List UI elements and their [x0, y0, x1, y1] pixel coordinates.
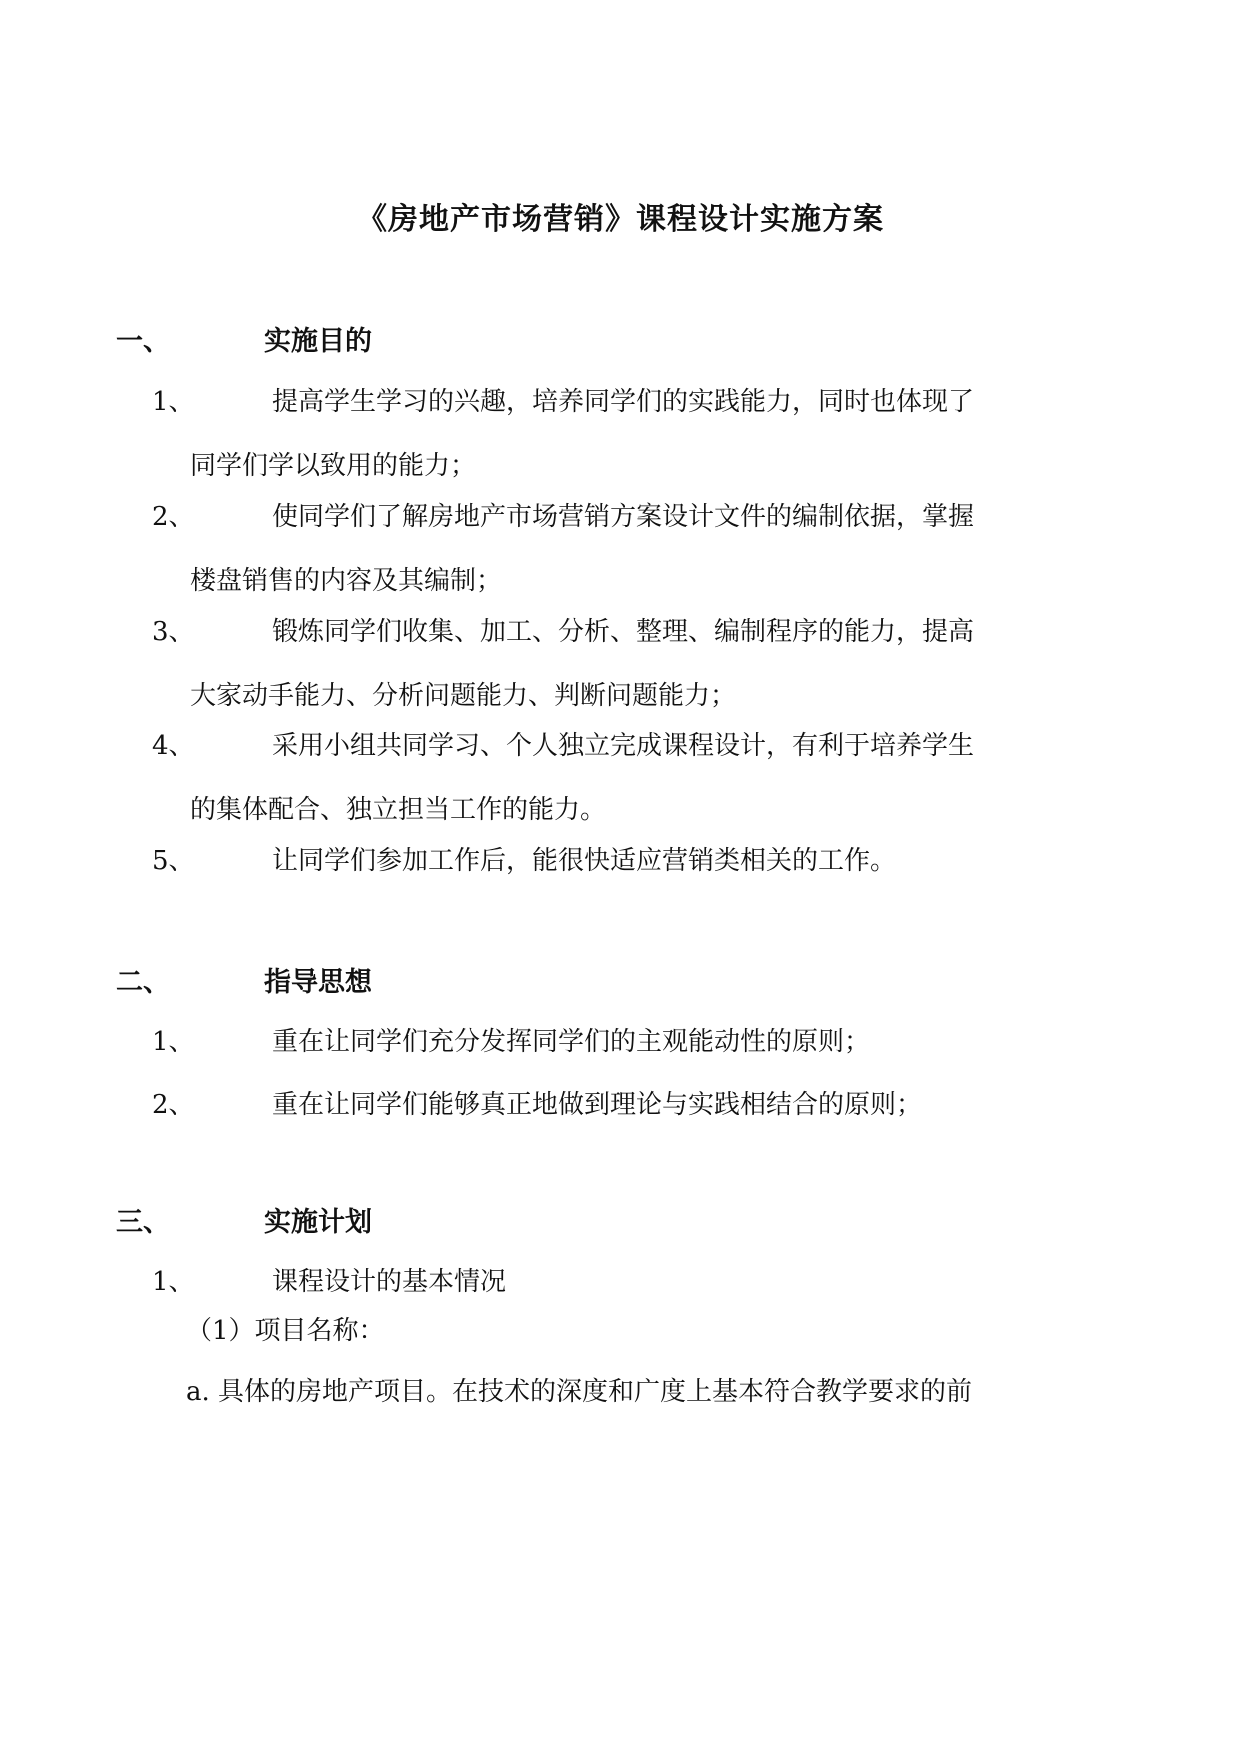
- section-heading-3: [116, 1203, 372, 1243]
- item-number: 1、: [152, 387, 195, 417]
- item-text: 提高学生学习的兴趣，培养同学们的实践能力，同时也体现了: [272, 387, 975, 417]
- item-number: 2、: [152, 502, 195, 532]
- item-text: 锻炼同学们收集、加工、分析、整理、编制程序的能力，提高: [272, 617, 975, 647]
- section-number: 三、: [116, 1207, 170, 1238]
- item-text-continued: 楼盘销售的内容及其编制；: [190, 566, 503, 596]
- item-text-continued: 大家动手能力、分析问题能力、判断问题能力；: [190, 681, 737, 711]
- section-heading-1: [116, 322, 372, 362]
- item-number: 1、: [152, 1267, 195, 1297]
- section-title: 实施计划: [264, 1207, 372, 1238]
- item-number: 3、: [152, 617, 195, 647]
- item-text: 重在让同学们能够真正地做到理论与实践相结合的原则；: [272, 1090, 923, 1120]
- item-number: 2、: [152, 1090, 195, 1120]
- document-title: 《房地产市场营销》课程设计实施方案: [357, 202, 884, 237]
- item-text: 重在让同学们充分发挥同学们的主观能动性的原则；: [272, 1027, 871, 1057]
- item-text: 课程设计的基本情况: [272, 1267, 507, 1297]
- item-text-continued: 同学们学以致用的能力；: [190, 451, 477, 481]
- section-number: 一、: [116, 326, 170, 357]
- item-text: 使同学们了解房地产市场营销方案设计文件的编制依据，掌握: [272, 502, 975, 532]
- section-heading-2: [116, 963, 372, 1003]
- item-number: 5、: [152, 846, 195, 876]
- item-text: 让同学们参加工作后，能很快适应营销类相关的工作。: [272, 846, 897, 876]
- sub-line: （1）项目名称：: [186, 1316, 385, 1346]
- sub-line: a. 具体的房地产项目。在技术的深度和广度上基本符合教学要求的前: [186, 1377, 973, 1407]
- section-title: 指导思想: [264, 967, 372, 998]
- item-text-continued: 的集体配合、独立担当工作的能力。: [190, 795, 607, 825]
- item-number: 4、: [152, 731, 195, 761]
- section-number: 二、: [116, 967, 170, 998]
- item-number: 1、: [152, 1027, 195, 1057]
- section-title: 实施目的: [264, 326, 372, 357]
- item-text: 采用小组共同学习、个人独立完成课程设计，有利于培养学生: [272, 731, 975, 761]
